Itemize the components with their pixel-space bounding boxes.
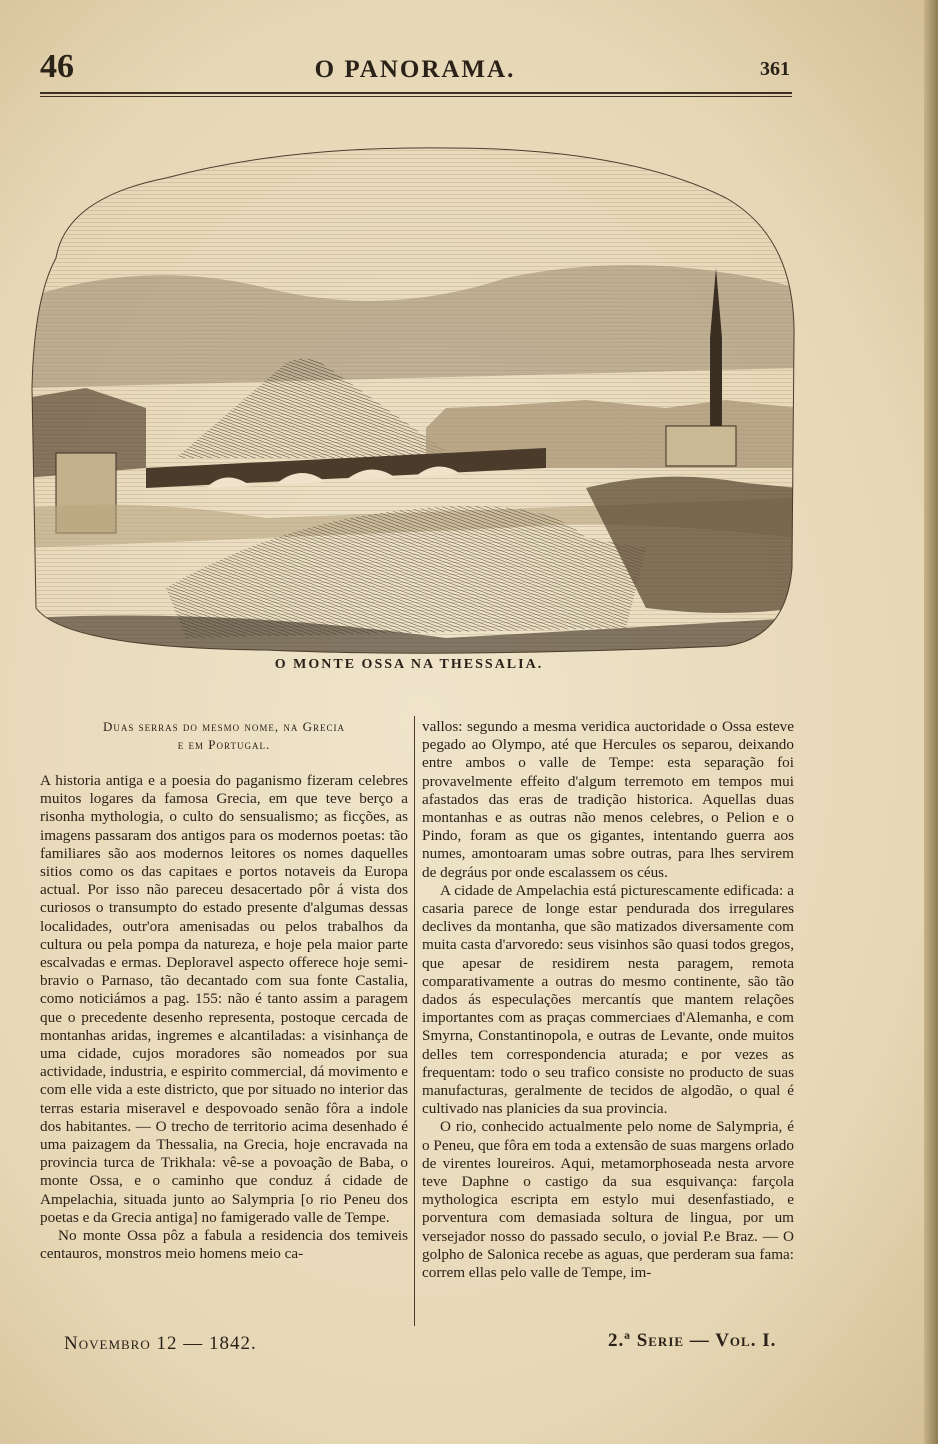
page-number-left: 46	[40, 48, 74, 85]
article-paragraph: No monte Ossa pôz a fabula a residencia dos temiveis centauros, monstros meio homens meio ca-	[40, 1227, 408, 1263]
engraving-illustration	[26, 138, 798, 658]
book-gutter	[924, 0, 938, 1444]
page-number-right: 361	[760, 58, 790, 80]
masthead-title: O PANORAMA.	[314, 56, 516, 83]
column-divider	[414, 716, 415, 1326]
article-column-right	[422, 718, 794, 1282]
header-rule	[40, 92, 792, 94]
article-paragraph: A cidade de Ampelachia está picturescamente edificada: a casaria parece de longe estar pendurada dos irregulares declives da montanha, que são matizados diversamente com muita casta d'arvoredo: seus visinhos são quasi todos gregos, que apesar de residirem nesta paragem, remota comparativamente a outras do mesmo continente, são tão dados ás especulações mercantís que mantem relações importantes com as praças commerciaes d'Alemanha, e com Smyrna, Constantinopola, e outras de Levante, onde muitos delles tem correspondencia aturada; e por vezes as frequentam: todo o seu trafico consiste no producto de suas manufacturas, geralmente de tecidos de algodão, o qual é cultivado nas planicies da sua provincia.	[422, 881, 794, 1118]
page-header	[40, 48, 790, 88]
article-paragraph: vallos: segundo a mesma veridica auctoridade o Ossa esteve pegado ao Olympo, até que Hercules os separou, deixando entre ambos o valle de Tempe: esta separação foi provavelmente effeito d'algum terremoto em tempos mui afastados das eras de tradição historica. Aquellas duas montanhas e as outras não menos celebres, o Pelion e o Pindo, foram as que os gigantes, intentando guerra aos numes, amontoaram umas sobre outras, para lhes servirem de degráus por onde escalassem os céus.	[422, 718, 794, 881]
series-volume: 2.ª Serie — Vol. I.	[608, 1330, 777, 1351]
article-title-line-1: Duas serras do mesmo nome, na Grecia	[102, 719, 346, 734]
article-paragraph: A historia antiga e a poesia do paganismo fizeram celebres muitos logares da famosa Grecia, em que teve berço a risonha mythologia, o culto do sensualismo; as ficções, as imagens passaram dos antigos para os modernos poetas: tão familiares são aos modernos leitores os nomes daquelles sitios como os das capitaes e portos notaveis da Europa actual. Por isso não pareceu desacertado pôr á vista dos curiosos o transumpto do estado presente d'algumas dessas localidades, outr'ora amenisadas ou pelos trabalhos da cultura ou pela pompa da natureza, e hoje pela maior parte escalvadas e ermas. Deploravel aspecto offerece hoje semi-bravio o Parnaso, tão decantado com sua fonte Castalia, como noticiámos a pag. 155: não é tanto assim a paragem que o precedente desenho representa, postoque cercada de montanhas aridas, ingremes e alcantiladas: a visinhança de uma cidade, cujos moradores são nomeados por sua actividade, industria, e espirito commercial, dá movimento e com elle vida a este districto, que por situado no interior das terras estaria miseravel e despovoado senão fôra a indole dos habitantes. — O trecho de territorio acima desenhado é uma paizagem da Thessalia, na Grecia, hoje encravada na provincia turca de Trikhala: vê-se a povoação de Baba, o monte Ossa, e o caminho que conduz á cidade de Ampelachia, situada junto ao Salympria [o rio Peneu dos poetas e da Grecia antiga] no famigerado valle de Tempe.	[40, 772, 408, 1226]
issue-date: Novembro 12 — 1842.	[64, 1333, 257, 1354]
article-title-line-2: e em Portugal.	[177, 737, 271, 752]
article-column-left	[40, 718, 408, 1263]
article-paragraph: O rio, conhecido actualmente pelo nome de Salympria, é o Peneu, que fôra em toda a extensão de suas margens orlado de virentes loureiros. Aqui, metamorphoseada nesta arvore teve Daphne o castigo da sua esquivança: farçola mythologica escripta em estylo mui desenfastiado, e porventura com demasiada soltura de lingua, por um versejador nosso do passado seculo, o jovial P.e Braz. — O golpho de Salonica recebe as aguas, que perderam sua fama: correm ellas pelo valle de Tempe, im-	[422, 1118, 794, 1282]
article-title	[40, 718, 408, 754]
illustration-caption: O MONTE OSSA NA THESSALIA.	[274, 657, 544, 672]
header-rule-thin	[40, 96, 792, 97]
